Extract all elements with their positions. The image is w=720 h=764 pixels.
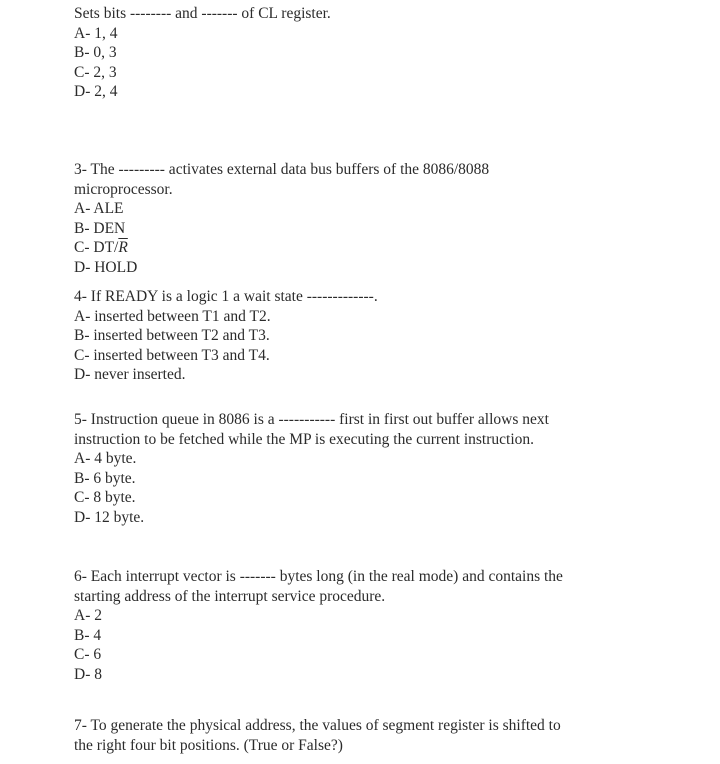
option-a: A- 2 <box>74 607 102 625</box>
option-d: D- HOLD <box>74 258 138 276</box>
question-stem-line-2: starting address of the interrupt service procedure. <box>74 587 386 605</box>
option-d: D- never inserted. <box>74 366 186 384</box>
option-c: C- $DT/\overline{R}$ <box>74 239 128 257</box>
option-c: C- 8 byte. <box>74 489 136 507</box>
option-c: C- inserted between T3 and T4. <box>74 346 270 364</box>
question-cl-register-bits <box>74 4 331 102</box>
option-a: A- 1, 4 <box>74 24 118 42</box>
option-d: D- 2, 4 <box>74 83 118 101</box>
option-a: A- 4 byte. <box>74 450 137 468</box>
question-stem-line-2: microprocessor. <box>74 180 173 198</box>
option-b: B- 6 byte. <box>74 469 136 487</box>
question-7 <box>74 716 561 755</box>
overline-r: $\overline{R}$ <box>118 239 128 257</box>
question-stem-line-1: 5- Instruction queue in 8086 is a ----------- first in first out buffer allows next <box>74 411 549 428</box>
option-b: B- 0, 3 <box>74 44 117 62</box>
option-c: C- 6 <box>74 646 102 664</box>
question-stem-line-1: 6- Each interrupt vector is ------- bytes long (in the real mode) and contains the <box>74 568 563 585</box>
question-stem-line-1: 3- The --------- activates external data bus buffers of the 8086/8088 <box>74 161 490 178</box>
question-stem: Sets bits -------- and ------- of CL register. <box>74 5 331 22</box>
question-6 <box>74 567 563 685</box>
question-3 <box>74 160 489 278</box>
option-a: A- ALE <box>74 200 124 218</box>
option-b: B- DEN <box>74 219 126 237</box>
option-d: D- 8 <box>74 665 102 683</box>
question-stem-line-1: 7- To generate the physical address, the values of segment register is shifted to <box>74 717 561 734</box>
question-5 <box>74 410 549 528</box>
option-b: B- 4 <box>74 626 102 644</box>
option-a: A- inserted between T1 and T2. <box>74 307 271 325</box>
option-d: D- 12 byte. <box>74 508 145 526</box>
question-stem-line-2: the right four bit positions. (True or False?) <box>74 736 343 754</box>
question-4 <box>74 287 378 385</box>
question-stem-line-2: instruction to be fetched while the MP is executing the current instruction. <box>74 430 535 448</box>
question-stem: 4- If READY is a logic 1 a wait state -------------. <box>74 288 378 305</box>
option-c: C- 2, 3 <box>74 63 117 81</box>
option-b: B- inserted between T2 and T3. <box>74 327 270 345</box>
